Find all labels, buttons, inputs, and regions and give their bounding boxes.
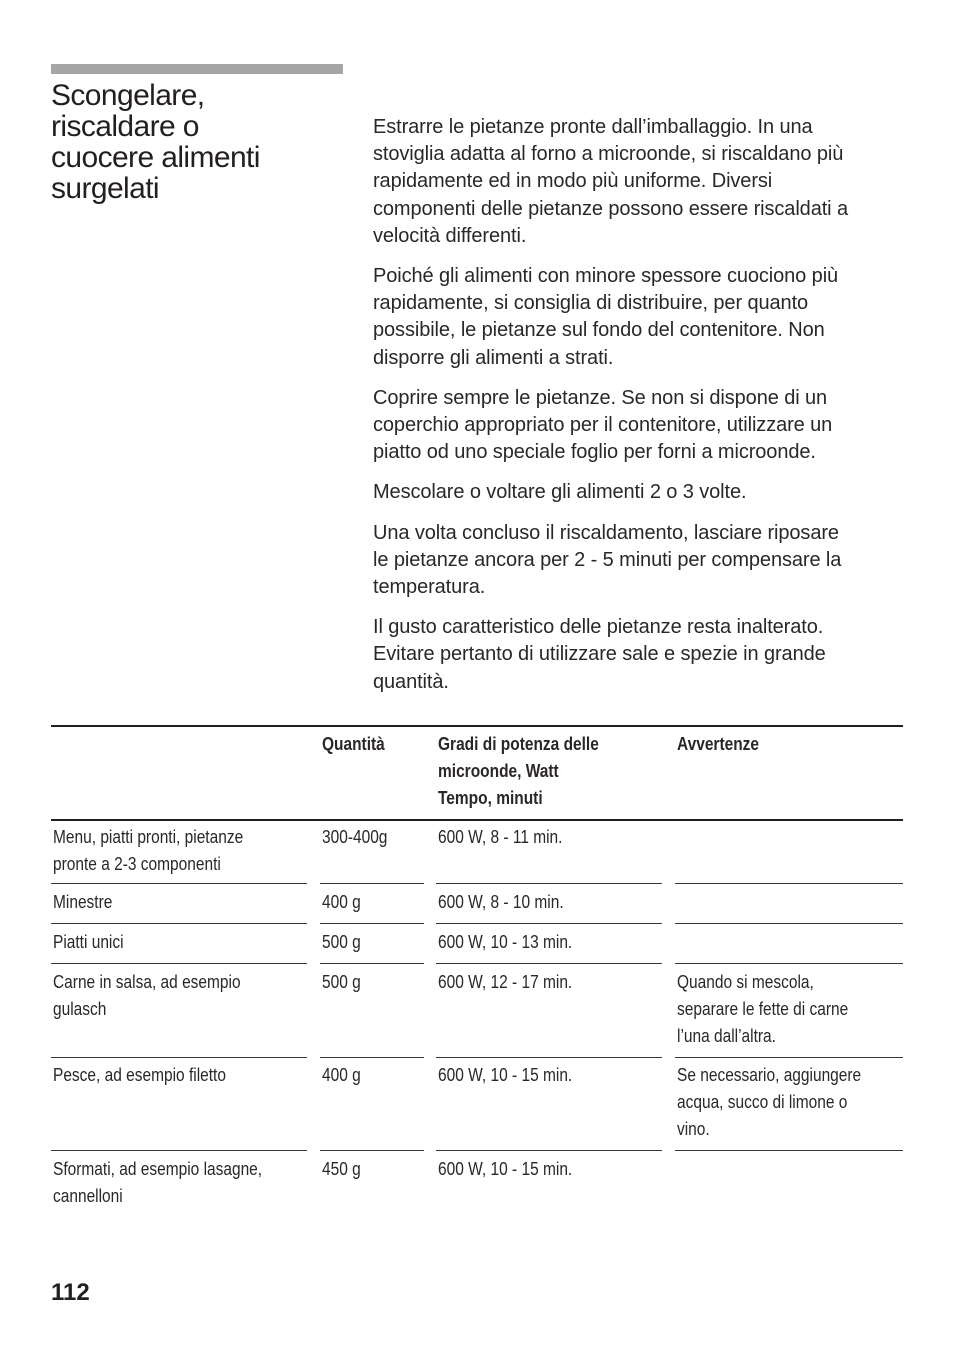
cell-line: Menu, piatti pronti, pietanze — [53, 827, 244, 847]
cell-food: Pesce, ad esempio filetto — [53, 1065, 226, 1085]
section-title-line: cuocere alimenti — [51, 141, 260, 174]
cell-line: l’una dall’altra. — [677, 1026, 776, 1046]
cell-power: 600 W, 8 - 10 min. — [438, 892, 564, 912]
cell-food: Piatti unici — [53, 932, 124, 952]
section-title-bar — [51, 64, 343, 74]
cell-line: Sformati, ad esempio lasagne, — [53, 1159, 263, 1179]
paragraph — [373, 614, 913, 696]
cell-quantity: 500 g — [322, 932, 361, 952]
row-rule — [436, 1057, 662, 1058]
paragraph-line: Una volta concluso il riscaldamento, lasciare riposare — [373, 521, 839, 544]
cell-power: 600 W, 10 - 15 min. — [438, 1159, 573, 1179]
paragraph-line: le pietanze ancora per 2 - 5 minuti per compensare la — [373, 548, 842, 571]
cell-food — [53, 1156, 262, 1210]
cell-line: Se necessario, aggiungere — [677, 1065, 862, 1085]
row-rule — [436, 963, 662, 964]
paragraph-line: Mescolare o voltare gli alimenti 2 o 3 volte. — [373, 481, 747, 504]
paragraph-line: disporre gli alimenti a strati. — [373, 346, 614, 369]
row-rule — [320, 963, 424, 964]
row-rule — [51, 1150, 307, 1151]
cell-line: cannelloni — [53, 1186, 123, 1206]
cell-power: 600 W, 8 - 11 min. — [438, 827, 563, 847]
paragraph — [373, 114, 913, 250]
row-rule — [51, 963, 307, 964]
cell-line: separare le fette di carne — [677, 999, 849, 1019]
header-power-line: Tempo, minuti — [438, 788, 543, 808]
paragraph-line: temperatura. — [373, 576, 486, 599]
cell-line: Carne in salsa, ad esempio — [53, 972, 241, 992]
paragraph-line: Poiché gli alimenti con minore spessore cuociono più — [373, 265, 839, 288]
cell-notes — [677, 969, 848, 1050]
paragraph-line: velocità differenti. — [373, 224, 527, 247]
row-rule — [51, 883, 307, 884]
table-top-rule — [51, 725, 903, 727]
cell-notes — [677, 1062, 861, 1143]
header-power-line: Gradi di potenza delle — [438, 734, 599, 754]
paragraph — [373, 520, 913, 602]
cell-line: Quando si mescola, — [677, 972, 814, 992]
cell-quantity: 300-400g — [322, 827, 388, 847]
table-header-rule — [51, 819, 903, 821]
paragraph-line: Il gusto caratteristico delle pietanze resta inalterato. — [373, 616, 824, 639]
paragraph-line: componenti delle pietanze possono essere riscaldati a — [373, 197, 848, 220]
paragraph-line: rapidamente, si consiglia di distribuire, per quanto — [373, 292, 809, 315]
paragraph — [373, 479, 913, 506]
row-rule — [320, 1057, 424, 1058]
cell-power: 600 W, 12 - 17 min. — [438, 972, 573, 992]
cell-quantity: 400 g — [322, 1065, 361, 1085]
paragraph-line: Evitare pertanto di utilizzare sale e spezie in grande — [373, 643, 826, 666]
paragraph-line: quantità. — [373, 670, 449, 693]
paragraph-line: possibile, le pietanze sul fondo del contenitore. Non — [373, 319, 825, 342]
paragraph-line: coperchio appropriato per il contenitore, utilizzare un — [373, 414, 833, 437]
row-rule — [436, 1150, 662, 1151]
header-quantity: Quantità — [322, 734, 385, 754]
section-title-line: Scongelare, — [51, 79, 205, 112]
cell-power: 600 W, 10 - 13 min. — [438, 932, 573, 952]
cell-quantity: 450 g — [322, 1159, 361, 1179]
cell-quantity: 500 g — [322, 972, 361, 992]
page-number: 112 — [51, 1279, 90, 1306]
section-title-line: surgelati — [51, 172, 159, 205]
row-rule — [436, 883, 662, 884]
cell-line: gulasch — [53, 999, 107, 1019]
paragraph-line: rapidamente ed in modo più uniforme. Diversi — [373, 170, 773, 193]
cell-food: Minestre — [53, 892, 113, 912]
cell-quantity: 400 g — [322, 892, 361, 912]
paragraph — [373, 263, 913, 372]
row-rule — [320, 923, 424, 924]
paragraph — [373, 385, 913, 467]
cell-food — [53, 969, 241, 1023]
cell-food — [53, 824, 243, 878]
row-rule — [675, 963, 903, 964]
section-title — [51, 80, 351, 204]
row-rule — [51, 923, 307, 924]
paragraph-line: stoviglia adatta al forno a microonde, si riscaldano più — [373, 143, 844, 166]
row-rule — [675, 883, 903, 884]
cell-line: vino. — [677, 1119, 710, 1139]
header-power-line: microonde, Watt — [438, 761, 559, 781]
paragraph-line: piatto od uno speciale foglio per forni a microonde. — [373, 441, 816, 464]
header-power — [438, 731, 599, 812]
body-text — [373, 114, 913, 709]
row-rule — [320, 1150, 424, 1151]
row-rule — [675, 923, 903, 924]
row-rule — [320, 883, 424, 884]
paragraph-line: Coprire sempre le pietanze. Se non si dispone di un — [373, 386, 828, 409]
row-rule — [675, 1057, 903, 1058]
row-rule — [675, 1150, 903, 1151]
row-rule — [436, 923, 662, 924]
cell-power: 600 W, 10 - 15 min. — [438, 1065, 573, 1085]
cell-line: pronte a 2-3 componenti — [53, 854, 221, 874]
paragraph-line: Estrarre le pietanze pronte dall’imballaggio. In una — [373, 116, 813, 138]
row-rule — [51, 1057, 307, 1058]
header-notes: Avvertenze — [677, 734, 760, 754]
section-title-line: riscaldare o — [51, 110, 199, 143]
cell-line: acqua, succo di limone o — [677, 1092, 848, 1112]
